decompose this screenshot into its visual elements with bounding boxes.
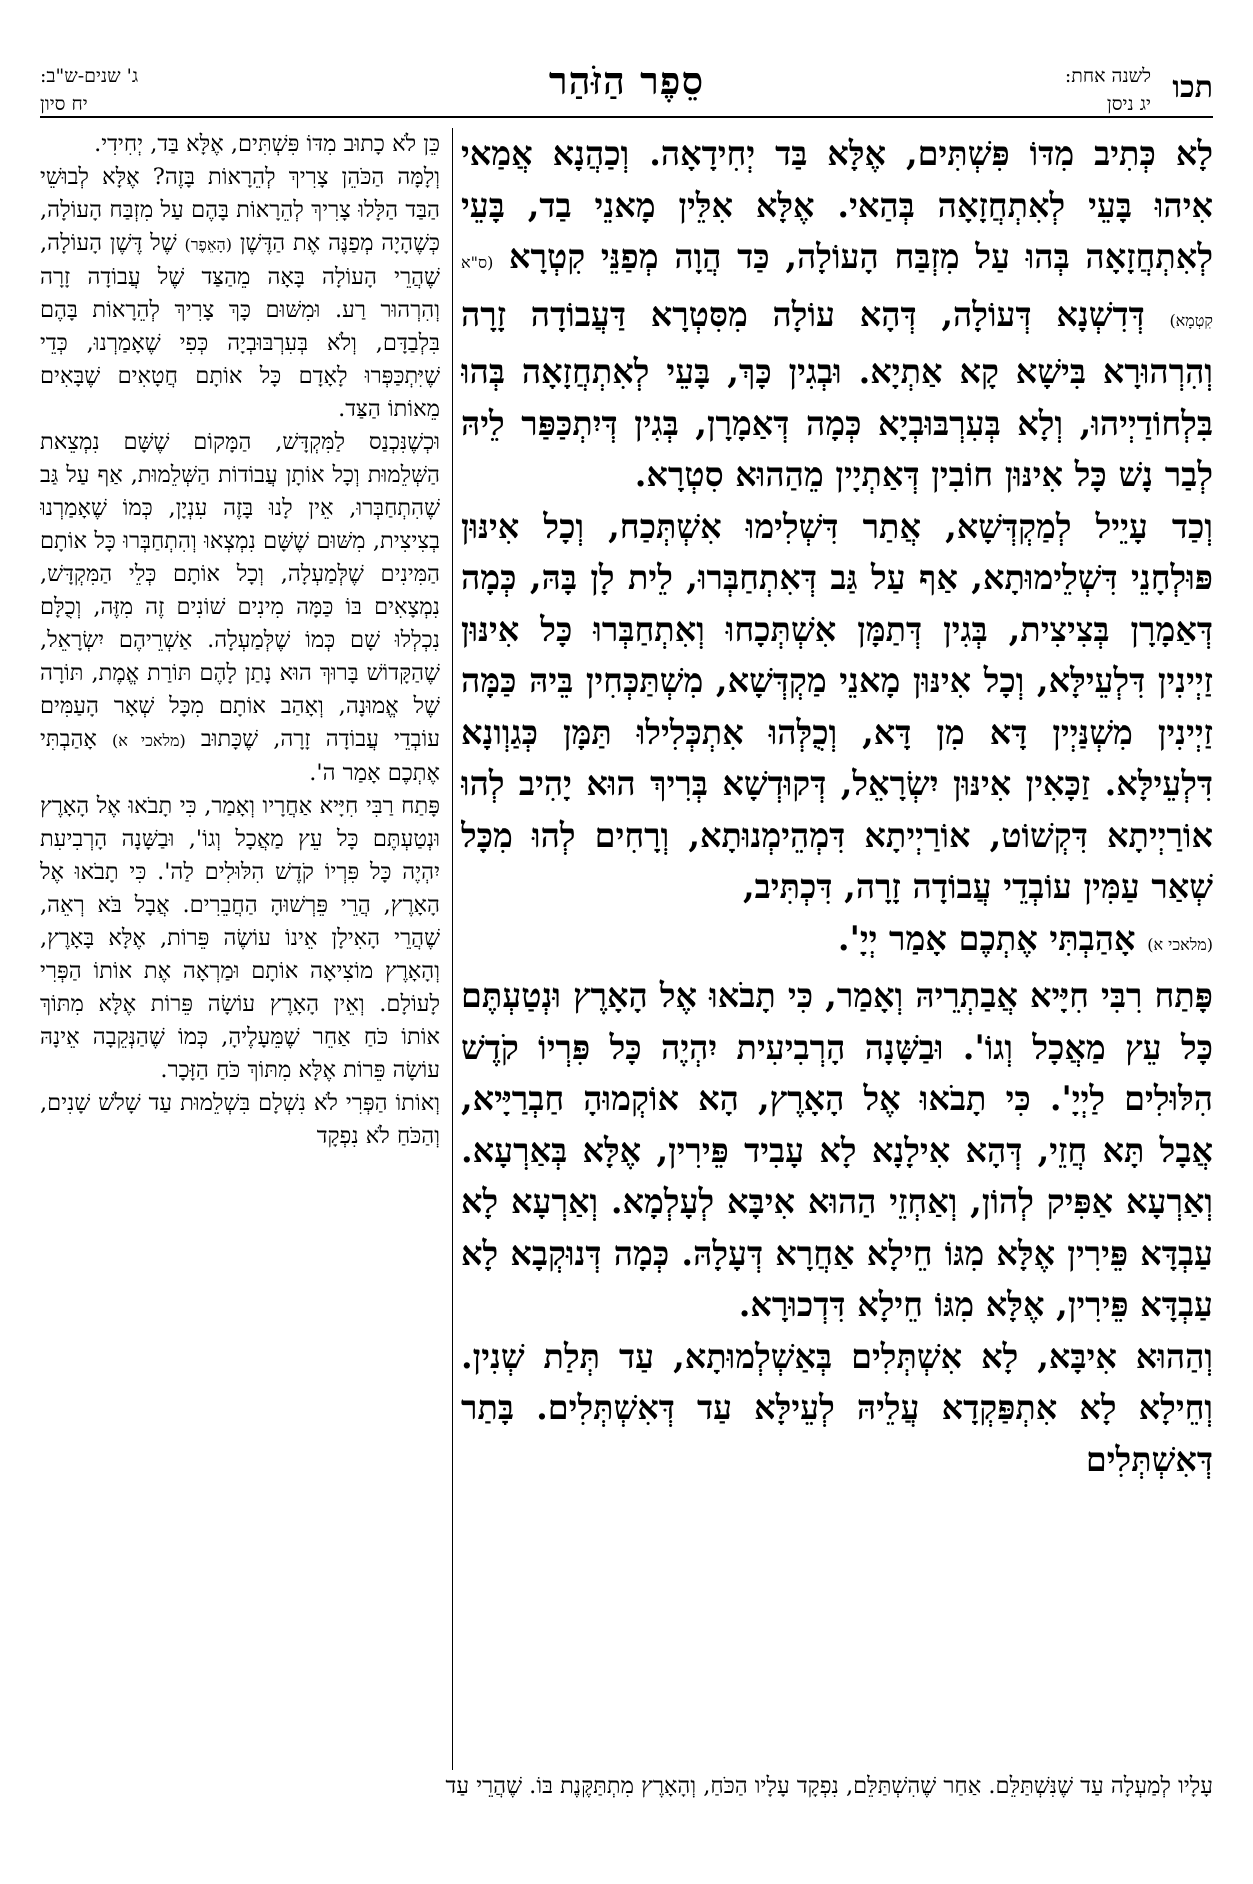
side-text: שֶׁל דֶּשֶׁן הָעוֹלָה, שֶׁהֲרֵי הָעוֹלָה בָּאָה מֵהַצַּד שֶׁל עֲבוֹדָה זָרָה וְהִרְהוּר רַע. וּמִשּׁוּם כָּךְ צָרִיךְ לְהֵרָאוֹת בָּהֶם בִּלְבַדָּם, וְלֹא בְּעִרְבּוּבְיָה כְּפִי שֶׁאָמַרְנוּ, כְּדֵי שֶׁיִּתְכַּפְּרוּ לָאָדָם כָּל אוֹתָם חֲטָאִים שֶׁבָּאִים מֵאוֹתוֹ הַצַּד. — [40, 230, 440, 422]
side-paragraph: וְאוֹתוֹ הַפְּרִי לֹא נִשְׁלָם בִּשְׁלֵמוּת עַד שָׁלֹשׁ שָׁנִים, וְהַכֹּחַ לֹא נִפְקָד — [40, 1090, 440, 1149]
page-header — [40, 52, 1213, 114]
main-text: לָא כְּתִיב מִדּוֹ פִּשְׁתִּים, אֶלָּא בַּד יְחִידָאָה. וְכַהֲנָא אֲמַאי אִיהוּ בָּעֵי לְאִתְחֲזָאָה בְּהַאי. אֶלָּא אִלֵּין מָאנֵי בַד, בָּעֵי לְאִתְחֲזָאָה בְּהוּ עַל מִזְבַּח הָעוֹלָה, כַּד הֲוָה מְפַנֵּי קִטְרָא — [461, 134, 1213, 276]
main-paragraph: וְהַהוּא אִיבָּא, לָא אִשְׁתְּלִים בְּאַשְׁלְמוּתָא, עַד תְּלַת שְׁנִין. וְחֵילָא לָא אִתְפַּקְדָא עֲלֵיהּ לְעֵילָּא עַד דְּאִשְׁתְּלִים. בָּתַר דְּאִשְׁתְּלִים — [461, 1336, 1213, 1479]
side-paragraph: פָּתַח רַבִּי חִיָּיא אַחֲרָיו וְאָמַר, כִּי תָבֹאוּ אֶל הָאָרֶץ וּנְטַעְתֶּם כָּל עֵץ מַאֲכָל וְגוֹ', וּבַשָּׁנָה הָרְבִיעִת יִהְיֶה כָּל פִּרְיוֹ קֹדֶשׁ הִלּוּלִים לַה'. כִּי תָבֹאוּ אֶל הָאָרֶץ, הֲרֵי פֵּרְשׁוּהָ הַחֲבֵרִים. אֲבָל בֹּא רְאֵה, שֶׁהֲרֵי הָאִילָן אֵינוֹ עוֹשֶׂה פֵּרוֹת, אֶלָּא בָּאָרֶץ, וְהָאָרֶץ מוֹצִיאָה אוֹתָם וּמַרְאָה אֶת אוֹתוֹ הַפְּרִי לָעוֹלָם. וְאֵין הָאָרֶץ עוֹשָׂה פֵּרוֹת אֶלָּא מִתּוֹךְ אוֹתוֹ כֹּחַ אַחֵר שֶׁמֵּעָלֶיהָ, כְּמוֹ שֶׁהַנְּקֵבָה אֵינָהּ עוֹשָׂה פֵּרוֹת אֶלָּא מִתּוֹךְ כֹּחַ הַזָּכָר. — [40, 793, 440, 1083]
alt-reading-date: יח סיון — [40, 93, 88, 115]
reading-cycle-label: לשנה אחת: — [1064, 65, 1151, 87]
main-paragraph — [461, 128, 1213, 501]
alt-cycle-label: ג' שנים-ש"ב: — [40, 65, 139, 87]
side-paragraph — [40, 426, 440, 790]
folio-number: תכו — [1172, 70, 1213, 105]
side-paragraph — [40, 161, 440, 426]
variant-note: (ס"א קִטְמָא) — [461, 253, 1213, 330]
column-divider — [452, 128, 453, 1770]
verse-quote: אָהַבְתִּי אֶתְכֶם אָמַר יְיָ'. — [837, 918, 1136, 958]
verse-reference: (מלאכי א) — [112, 731, 186, 750]
verse-quote: אָהַבְתִּי אֶתְכֶם אָמַר ה'. — [40, 726, 440, 786]
aramaic-column — [461, 128, 1213, 1770]
reading-date: יג ניסן — [1106, 93, 1151, 115]
bottom-continuation-line: עָלָיו לְמַעְלָה עַד שֶׁנִּשְׁתַּלֵּם. אַחַר שֶׁהִשְׁתַּלֵּם, נִפְקָד עָלָיו הַכֹּחַ, וְהָאָרֶץ מִתְתַּקֶּנֶת בּוֹ. שֶׁהֲרֵי עַד — [445, 1773, 1213, 1799]
running-head-left — [40, 62, 138, 118]
main-paragraph: וְכַד עָיֵיל לְמַקְדְּשָׁא, אֲתַר דִּשְׁלִימוּ אִשְׁתְּכַח, וְכָל אִינּוּן פּוּלְחָנֵי דִּשְׁלֵימוּתָא, אַף עַל גַּב דְּאִתְחַבְּרוּ, לֵית לָן בָּהּ, כְּמָה דְּאַמָרָן בְּצִיצִית, בְּגִין דְּתַמָּן אִשְׁתְּכָחוּ וְאִתְחַבְּרוּ כָּל אִינּוּן זַיְינִין דִּלְעֵילָּא, וְכָל אִינּוּן מָאנֵי מַקְדְּשָׁא, מִשְׁתַּכְּחִין בֵּיהּ כַּמָּה זַיְינִין מִשְׁנַּיְין דָּא מִן דָּא, וְכֻלְּהוּ אִתְכְּלִילוּ תַּמָּן כְּגַוְונָא דִּלְעֵילָּא. זַכָּאִין אִינּוּן יִשְׂרָאֵל, דְּקוּדְשָׁא בְּרִיךְ הוּא יָהִיב לְהוּ אוֹרַיְיתָא דִּקְשׁוֹט, אוֹרַיְיתָא דִּמְהֵימְנוּתָא, וְרָחִים לְהוּ מִכָּל שְׁאַר עַמִּין עוֹבְדֵי עֲבוֹדָה זָרָה, דִּכְתִּיב, — [461, 506, 1213, 906]
gloss-note: (הָאֵפֶר) — [184, 235, 232, 254]
hebrew-translation-column — [40, 128, 440, 1770]
main-text: דְּדִשְׁנָא דְּעוֹלָה, דְּהָא עוֹלָה מִסִּטְרָא דַּעֲבוֹדָה זָרָה וְהִרְהוּרָא בִּישָׁא קָא אַתְיָא. וּבְגִין כָּךְ, בָּעֵי לְאִתְחֲזָאָה בְּהוּ בִּלְחוֹדַיְיהוּ, וְלָא בְּעִרְבּוּבְיָא כְּמָה דְּאַמָרָן, בְּגִין דְּיִתְכַּפַּר לֵיהּ לְבַר נָשׁ כָּל אִינּוּן חוֹבִין דְּאַתְיָין מֵהַהוּא סִטְרָא. — [461, 294, 1213, 494]
main-paragraph — [461, 913, 1213, 971]
main-paragraph: פָּתַח רִבִּי חִיָּיא אֲבַתְרֵיהּ וְאָמַר, כִּי תָבֹאוּ אֶל הָאָרֶץ וּנְטַעְתֶּם כָּל עֵץ מַאֲכָל וְגוֹ'. וּבַשָּׁנָה הָרְבִיעִית יִהְיֶה כָּל פִּרְיוֹ קֹדֶשׁ הִלּוּלִים לַיְיָ'. כִּי תָבֹאוּ אֶל הָאָרֶץ, הָא אוֹקְמוּהָ חַבְרַיָּיא, אֲבָל תָּא חֲזֵי, דְּהָא אִילָנָא לָא עָבִיד פֵּירִין, אֶלָּא בְּאַרְעָא. וְאַרְעָא אַפִּיק לְהוֹן, וְאַחְזֵי הַהוּא אִיבָּא לְעָלְמָא. וְאַרְעָא לָא עַבְדָּא פֵּירִין אֶלָּא מִגּוֹ חֵילָא אַחֲרָא דְּעָלָהּ. כְּמָה דְּנוּקְבָא לָא עַבְדָּא פֵּירִין, אֶלָּא מִגּוֹ חֵילָא דִּדְכוּרָא. — [461, 976, 1213, 1324]
header-rule — [40, 116, 1213, 118]
side-paragraph: כֵּן לֹא כָתוּב מִדּוֹ פִּשְׁתִּים, אֶלָּא בַּד, יְחִידִי. — [94, 131, 440, 157]
side-text: וְלָמָּה הַכֹּהֵן צָרִיךְ לְהֵרָאוֹת בָּזֶה? אֶלָּא לְבוּשֵׁי הַבַּד הַלָּלוּ צָרִיךְ לְהֵרָאוֹת בָּהֶם עַל מִזְבַּח הָעוֹלָה, כְּשֶׁהָיָה מְפַנֶּה אֶת הַדֶּשֶׁן — [40, 164, 440, 256]
side-text: וּכְשֶׁנִּכְנַס לַמִּקְדָּשׁ, הַמָּקוֹם שֶׁשָּׁם נִמְצֵאת הַשְּׁלֵמוּת וְכָל אוֹתָן עֲבוֹדוֹת הַשְּׁלֵמוּת, אַף עַל גַּב שֶׁהִתְחַבְּרוּ, אֵין לָנוּ בָּזֶה עִנְיָן, כְּמוֹ שֶׁאָמַרְנוּ בְצִיצִית, מִשּׁוּם שֶׁשָּׁם נִמְצְאוּ וְהִתְחַבְּרוּ כָּל אוֹתָם הַמִּינִים שֶׁלְּמַעְלָה, וְכָל אוֹתָם כְּלֵי הַמִּקְדָּשׁ, נִמְצָאִים בּוֹ כַּמָּה מִינִים שׁוֹנִים זֶה מִזֶּה, וְכֻלָּם נִכְלְלוּ שָׁם כְּמוֹ שֶׁלְּמַעְלָה. אַשְׁרֵיהֶם יִשְׂרָאֵל, שֶׁהַקָּדוֹשׁ בָּרוּךְ הוּא נָתַן לָהֶם תּוֹרַת אֱמֶת, תּוֹרָה שֶׁל אֱמוּנָה, וְאָהַב אוֹתָם מִכָּל שְׁאָר הָעַמִּים עוֹבְדֵי עֲבוֹדָה זָרָה, שֶׁכָּתוּב — [40, 429, 440, 752]
verse-reference: (מלאכי א) — [1147, 934, 1213, 954]
book-title: סֵפֶר הַזֹּהַר — [548, 58, 705, 103]
